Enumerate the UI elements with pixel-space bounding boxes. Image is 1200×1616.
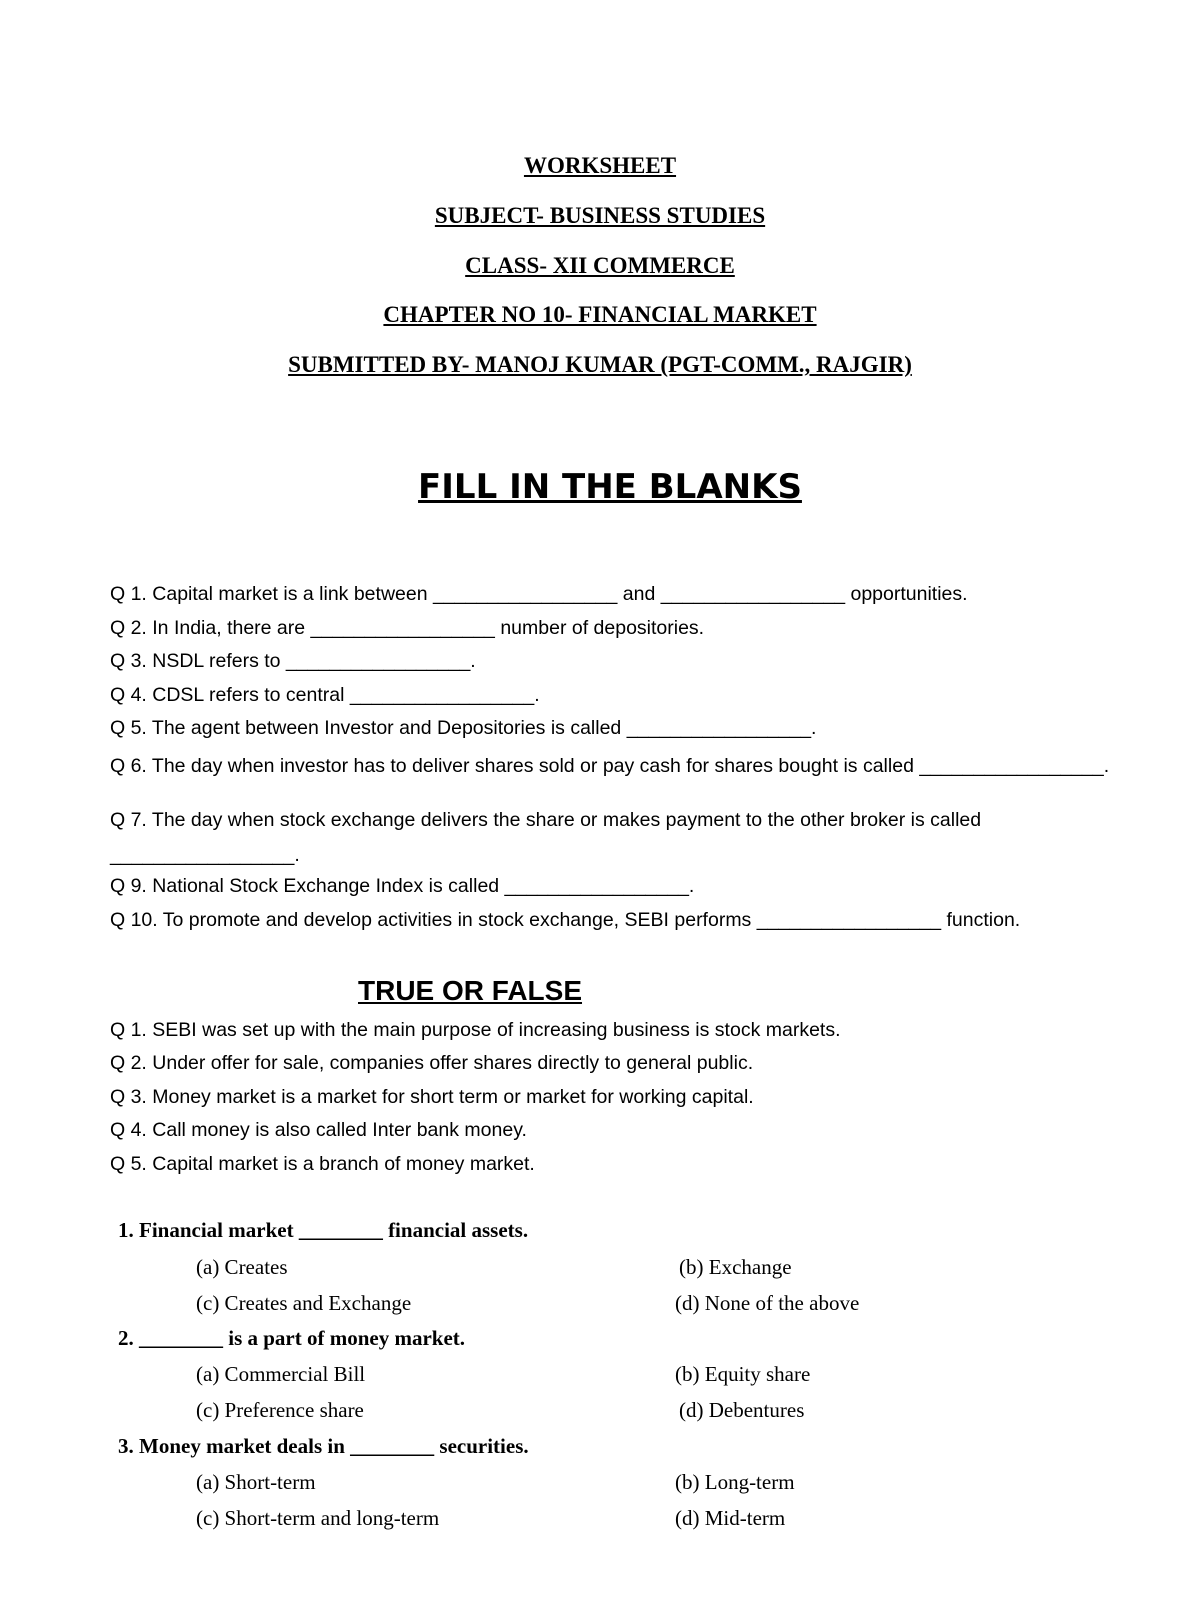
tf-question: Q 3. Money market is a market for short term or market for working capital.	[110, 1086, 754, 1108]
fill-question: Q 6. The day when investor has to deliver shares sold or pay cash for shares bought is called _________________.	[110, 755, 1110, 777]
tf-question: Q 2. Under offer for sale, companies offer shares directly to general public.	[110, 1052, 754, 1074]
worksheet-title: WORKSHEET	[523, 153, 677, 178]
mcq-option: (b) Equity share	[675, 1362, 811, 1386]
mcq-option: (d) Debentures	[679, 1398, 805, 1422]
mcq-option: (c) Creates and Exchange	[196, 1291, 412, 1315]
fill-question: Q 9. National Stock Exchange Index is called _________________.	[110, 875, 695, 897]
tf-question: Q 4. Call money is also called Inter bank money.	[110, 1119, 527, 1141]
class-line: CLASS- XII COMMERCE	[465, 253, 735, 278]
tf-question: Q 5. Capital market is a branch of money market.	[110, 1153, 535, 1175]
mcq-option: (a) Commercial Bill	[196, 1362, 366, 1386]
mcq-option: (b) Long-term	[675, 1470, 795, 1494]
subject-line: SUBJECT- BUSINESS STUDIES	[434, 203, 766, 228]
fill-question-blank: _________________.	[110, 844, 300, 866]
mcq-question: 1. Financial market ________ financial assets.	[118, 1218, 529, 1242]
mcq-option: (c) Preference share	[196, 1398, 364, 1422]
mcq-question: 3. Money market deals in ________ securities.	[118, 1434, 529, 1458]
mcq-option: (d) Mid-term	[675, 1506, 786, 1530]
mcq-question: 2. ________ is a part of money market.	[118, 1326, 466, 1350]
fill-blanks-title: FILL IN THE BLANKS	[418, 467, 802, 507]
fill-question: Q 2. In India, there are _________________ number of depositories.	[110, 617, 705, 639]
submitted-by-line: SUBMITTED BY- MANOJ KUMAR (PGT-COMM., RAJGIR)	[288, 352, 912, 377]
true-false-title: TRUE OR FALSE	[358, 975, 583, 1006]
mcq-option: (a) Short-term	[196, 1470, 316, 1494]
tf-question: Q 1. SEBI was set up with the main purpose of increasing business is stock markets.	[110, 1019, 841, 1041]
fill-question: Q 10. To promote and develop activities in stock exchange, SEBI performs _________________ function.	[110, 909, 1021, 931]
mcq-option: (b) Exchange	[679, 1255, 792, 1279]
fill-question: Q 7. The day when stock exchange delivers the share or makes payment to the other broker is called	[110, 809, 982, 831]
fill-question: Q 3. NSDL refers to _________________.	[110, 650, 476, 672]
mcq-option: (a) Creates	[196, 1255, 288, 1279]
mcq-option: (d) None of the above	[675, 1291, 860, 1315]
mcq-option: (c) Short-term and long-term	[196, 1506, 440, 1530]
fill-question: Q 1. Capital market is a link between _________________ and _________________ opportunities.	[110, 583, 968, 605]
fill-question: Q 4. CDSL refers to central _________________.	[110, 684, 540, 706]
fill-question: Q 5. The agent between Investor and Depositories is called _________________.	[110, 717, 817, 739]
chapter-line: CHAPTER NO 10- FINANCIAL MARKET	[383, 302, 817, 327]
